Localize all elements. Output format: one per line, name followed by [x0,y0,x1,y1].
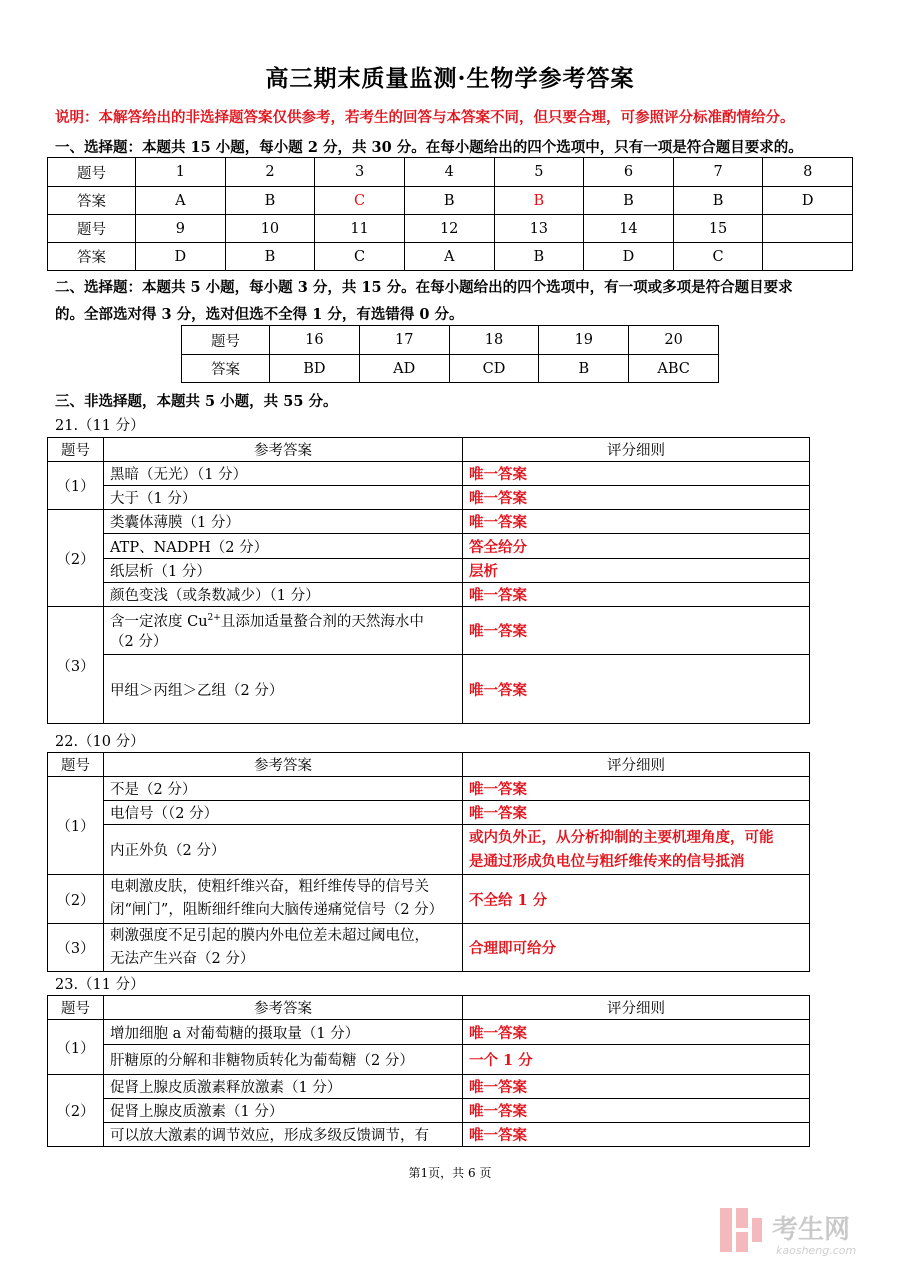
answer-cell: 不是（2 分） [104,777,463,801]
rule-cell: 唯一答案 [463,510,810,534]
row-label: 题号 [182,326,270,355]
header-cell: 题号 [48,996,104,1020]
answer-text: 电刺激皮肤，使粗纤维兴奋，粗纤维传导的信号关 [110,879,429,895]
answer-cell: C [673,243,763,271]
part-number: （2） [48,1075,104,1147]
header-cell: 题号 [48,753,104,777]
answer-cell: A [404,243,494,271]
answer-cell: B [673,187,763,215]
answer-cell: 内正外负（2 分） [104,825,463,875]
rule-cell: 唯一答案 [463,1123,810,1147]
page-footer: 第1页，共 6 页 [408,1166,492,1180]
q22-heading: 22.（10 分） [55,734,145,750]
rule-cell: 一个 1 分 [463,1045,810,1075]
table-row [48,559,810,583]
question-number: 9 [136,215,226,243]
answer-cell: B [539,355,629,383]
rule-text: 是通过形成负电位与粗纤维传来的信号抵消 [469,852,745,870]
answer-text: （2 分） [110,634,168,651]
table-row [48,777,810,801]
question-number: 4 [404,158,494,187]
table-row [48,486,810,510]
answer-cell: 甲组＞丙组＞乙组（2 分） [104,655,463,724]
table-row [182,326,719,355]
row-label: 题号 [48,215,136,243]
watermark-icon [716,1202,886,1258]
table-row [48,1045,810,1075]
answer-cell: B [584,187,674,215]
rule-cell: 唯一答案 [463,1099,810,1123]
rule-cell: 唯一答案 [463,777,810,801]
answer-cell: CD [449,355,539,383]
question-number: 20 [629,326,719,355]
answer-cell: 纸层析（1 分） [104,559,463,583]
answer-text: 闭“闸门”，阻断细纤维向大脑传递痛觉信号（2 分） [110,902,444,918]
table-header-row [48,438,810,462]
row-label: 答案 [48,243,136,271]
table-row [48,1123,810,1147]
grading-note: 说明：本解答给出的非选择题答案仅供参考，若考生的回答与本答案不同，但只要合理，可参照评分标准酌情给分。 [55,109,795,126]
answer-cell: 增加细胞 a 对葡萄糖的摄取量（1 分） [104,1020,463,1045]
table-row [48,243,853,271]
table-row [182,355,719,383]
question-number: 5 [494,158,584,187]
question-number: 15 [673,215,763,243]
answer-text: 无法产生兴奋（2 分） [110,950,255,967]
answer-cell: D [763,187,853,215]
answer-cell [104,875,463,924]
answer-cell [104,924,463,972]
answer-cell: B [225,243,315,271]
table-row [48,875,810,924]
answer-cell: B [494,187,584,215]
table-row [48,187,853,215]
section3-heading: 三、非选择题，本题共 5 小题，共 55 分。 [55,393,338,410]
section2-heading-line2: 的。全部选对得 3 分，选对但选不全得 1 分，有选错得 0 分。 [55,306,464,323]
answer-cell: 可以放大激素的调节效应，形成多级反馈调节，有 [104,1123,463,1147]
section1-answer-table [47,157,853,271]
table-row [48,655,810,724]
rule-cell: 唯一答案 [463,801,810,825]
table-row [48,924,810,972]
table-header-row [48,753,810,777]
answer-cell: B [404,187,494,215]
page-title: 高三期末质量监测·生物学参考答案 [265,65,635,92]
q23-table [47,995,810,1147]
table-row [48,462,810,486]
superscript: 2+ [207,612,221,623]
question-number: 8 [763,158,853,187]
watermark-text: 考生网 [772,1215,851,1245]
rule-cell: 唯一答案 [463,607,810,655]
answer-cell [104,607,463,655]
answer-cell [763,243,853,271]
answer-cell: D [136,243,226,271]
table-row [48,1075,810,1099]
table-row [48,607,810,655]
part-number: （2） [48,510,104,607]
question-number: 18 [449,326,539,355]
answer-cell: 大于（1 分） [104,486,463,510]
answer-text: 刺激强度不足引起的膜内外电位差未超过阈电位， [110,927,429,944]
answer-cell: C [315,187,405,215]
question-number: 2 [225,158,315,187]
rule-text: 或内负外正，从分析抑制的主要机理角度，可能 [469,828,774,846]
question-number: 13 [494,215,584,243]
table-row [48,583,810,607]
answer-cell: D [584,243,674,271]
answer-cell: ATP、NADPH（2 分） [104,534,463,559]
header-cell: 题号 [48,438,104,462]
question-number: 14 [584,215,674,243]
answer-cell: C [315,243,405,271]
q21-table [47,437,810,724]
rule-cell: 不全给 1 分 [463,875,810,924]
q22-table [47,752,810,972]
header-cell: 评分细则 [463,438,810,462]
answer-cell: 颜色变浅（或条数减少）（1 分） [104,583,463,607]
answer-cell: A [136,187,226,215]
header-cell: 参考答案 [104,753,463,777]
rule-cell: 唯一答案 [463,1075,810,1099]
answer-cell: B [225,187,315,215]
table-row [48,534,810,559]
table-row [48,158,853,187]
question-number: 10 [225,215,315,243]
question-number: 17 [359,326,449,355]
question-number: 7 [673,158,763,187]
answer-cell: 黑暗（无光）（1 分） [104,462,463,486]
answer-text: 且添加适量螯合剂的天然海水中 [220,613,424,630]
rule-cell: 唯一答案 [463,486,810,510]
answer-cell: 促肾上腺皮质激素释放激素（1 分） [104,1075,463,1099]
question-number: 3 [315,158,405,187]
answer-cell: 促肾上腺皮质激素（1 分） [104,1099,463,1123]
section1-heading: 一、选择题：本题共 15 小题，每小题 2 分，共 30 分。在每小题给出的四个选项中，只有一项是符合题目要求的。 [55,139,803,156]
table-header-row [48,996,810,1020]
part-number: （2） [48,875,104,924]
watermark-logo [716,1202,886,1258]
rule-cell: 答全给分 [463,534,810,559]
table-row [48,510,810,534]
table-row [48,1020,810,1045]
question-number: 12 [404,215,494,243]
question-number: 1 [136,158,226,187]
header-cell: 评分细则 [463,996,810,1020]
answer-text: 含一定浓度 Cu [110,613,208,630]
section2-heading-line1: 二、选择题：本题共 5 小题，每小题 3 分，共 15 分。在每小题给出的四个选项中，有一项或多项是符合题目要求 [55,279,793,296]
section2-answer-table [181,325,719,383]
rule-cell: 唯一答案 [463,1020,810,1045]
answer-cell: BD [270,355,360,383]
question-number: 6 [584,158,674,187]
table-row [48,215,853,243]
header-cell: 评分细则 [463,753,810,777]
question-number: 16 [270,326,360,355]
table-row [48,1099,810,1123]
q21-heading: 21.（11 分） [55,418,145,434]
table-row [48,825,810,875]
row-label: 题号 [48,158,136,187]
answer-cell: B [494,243,584,271]
answer-cell: AD [359,355,449,383]
rule-cell: 合理即可给分 [463,924,810,972]
question-number: 11 [315,215,405,243]
header-cell: 参考答案 [104,438,463,462]
rule-cell [463,825,810,875]
rule-cell: 唯一答案 [463,462,810,486]
row-label: 答案 [182,355,270,383]
row-label: 答案 [48,187,136,215]
part-number: （1） [48,1020,104,1075]
answer-cell: 类囊体薄膜（1 分） [104,510,463,534]
answer-cell: ABC [629,355,719,383]
watermark-subtext: kaosheng.com [776,1244,857,1257]
answer-cell: 肝糖原的分解和非糖物质转化为葡萄糖（2 分） [104,1045,463,1075]
part-number: （3） [48,924,104,972]
part-number: （1） [48,777,104,875]
part-number: （3） [48,607,104,724]
answer-cell: 电信号（（2 分） [104,801,463,825]
part-number: （1） [48,462,104,510]
rule-cell: 层析 [463,559,810,583]
rule-cell: 唯一答案 [463,583,810,607]
table-row [48,801,810,825]
rule-cell: 唯一答案 [463,655,810,724]
q23-heading: 23.（11 分） [55,977,145,993]
header-cell: 参考答案 [104,996,463,1020]
question-number: 19 [539,326,629,355]
question-number [763,215,853,243]
